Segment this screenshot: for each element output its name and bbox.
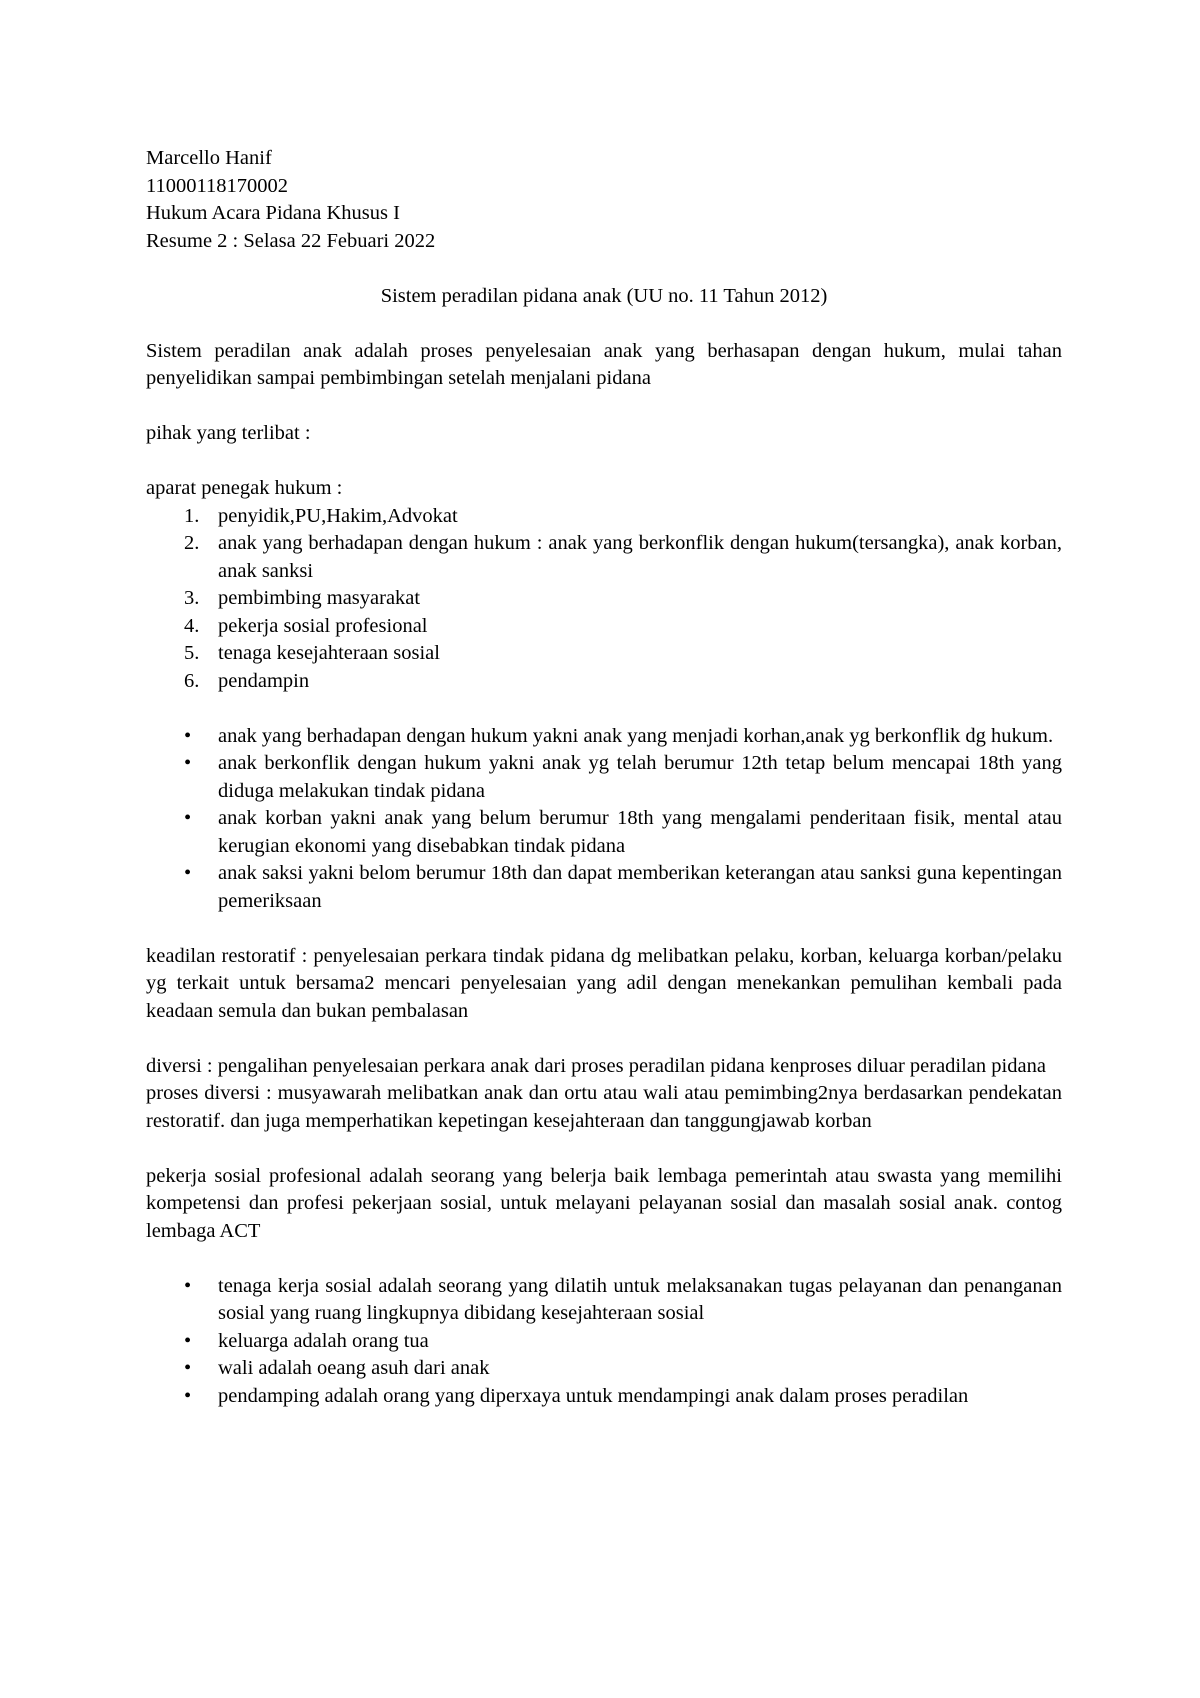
list-item-text: pembimbing masyarakat (218, 587, 421, 609)
list-item (146, 860, 1062, 915)
numbered-list (146, 503, 1062, 696)
list-item (146, 1355, 1062, 1383)
list-item-text: anak yang berhadapan dengan hukum : anak yang berkonflik dengan hukum(tersangka), anak korban, anak sanksi (218, 532, 1062, 582)
list-item-text: pekerja sosial profesional (218, 614, 428, 637)
restoratif-paragraph: keadilan restoratif : penyelesaian perkara tindak pidana dg melibatkan pelaku, korban, keluarga korban/pelaku yg terkait untuk bersama2 mencari penyelesaian yang adil dengan menekankan pemulihan kembali pada keadaan semula dan bukan pembalasan (146, 944, 1062, 1022)
spacer (146, 448, 1062, 476)
pekerja-paragraph: pekerja sosial profesional adalah seorang yang belerja baik lembaga pemerintah atau swasta yang memilihi kompetensi dan profesi pekerjaan sosial, untuk melayani pelayanan sosial dan masalah sosial anak. contog lembaga ACT (146, 1164, 1062, 1242)
bullet-icon: • (184, 1329, 192, 1352)
document-title: Sistem peradilan pidana anak (UU no. 11 Tahun 2012) (380, 284, 828, 307)
list-item-text: penyidik,PU,Hakim,Advokat (218, 504, 458, 527)
list-item-text: tenaga kerja sosial adalah seorang yang dilatih untuk melaksanakan tugas pelayanan dan penanganan sosial yang ruang lingkupnya dibidang kesejahteraan sosial (218, 1274, 1062, 1324)
list-item (146, 530, 1062, 585)
bullet-icon: • (184, 1384, 192, 1407)
bullet-icon: • (184, 752, 192, 774)
bullet-icon: • (184, 1357, 192, 1379)
bullet-icon: • (184, 724, 192, 747)
list-item-text: wali adalah oeang asuh dari anak (218, 1357, 490, 1379)
bullet-icon: • (184, 862, 192, 884)
list-number: 3. (184, 587, 200, 609)
list-item (146, 613, 1062, 641)
proses-diversi-paragraph: proses diversi : musyawarah melibatkan anak dan ortu atau wali atau pemimbing2nya berdasarkan pendekatan restoratif. dan juga memperhatikan kepetingan kesejahteraan dan tanggungjawab korban (146, 1082, 1062, 1132)
list-item-text: anak saksi yakni belom berumur 18th dan dapat memberikan keterangan atau sanksi guna kepentingan pemeriksaan (218, 862, 1062, 912)
spacer (146, 255, 1062, 283)
list-number: 1. (184, 504, 200, 527)
author-name: Marcello Hanif (146, 147, 272, 169)
header-block (146, 145, 1062, 255)
list-item-text: tenaga kesejahteraan sosial (218, 642, 440, 664)
bullet-list-definitions (146, 723, 1062, 916)
list-item (146, 1328, 1062, 1356)
aparat-label: aparat penegak hukum : (146, 477, 343, 499)
list-item (146, 750, 1062, 805)
list-item (146, 1273, 1062, 1328)
list-item-text: pendampin (218, 669, 310, 692)
student-id: 11000118170002 (146, 174, 288, 197)
list-item (146, 585, 1062, 613)
spacer (146, 1135, 1062, 1163)
spacer (146, 310, 1062, 338)
spacer (146, 1025, 1062, 1053)
course-name: Hukum Acara Pidana Khusus I (146, 202, 400, 224)
diversi-paragraph: diversi : pengalihan penyelesaian perkara anak dari proses peradilan pidana kenproses diluar peradilan pidana (146, 1054, 1046, 1077)
document-body (146, 145, 1062, 1410)
list-item-text: keluarga adalah orang tua (218, 1329, 429, 1352)
list-number: 4. (184, 614, 200, 637)
pihak-label: pihak yang terlibat : (146, 422, 311, 444)
bullet-list-roles (146, 1273, 1062, 1411)
list-item (146, 668, 1062, 696)
list-item (146, 805, 1062, 860)
list-item-text: pendamping adalah orang yang diperxaya untuk mendampingi anak dalam proses peradilan (218, 1384, 969, 1407)
list-item (146, 640, 1062, 668)
resume-date: Resume 2 : Selasa 22 Febuari 2022 (146, 229, 436, 252)
list-number: 6. (184, 669, 200, 692)
intro-paragraph: Sistem peradilan anak adalah proses penyelesaian anak yang berhasapan dengan hukum, mulai tahan penyelidikan sampai pembimbingan setelah menjalani pidana (146, 339, 1062, 389)
spacer (146, 695, 1062, 723)
spacer (146, 1245, 1062, 1273)
bullet-icon: • (184, 807, 192, 829)
list-item (146, 1383, 1062, 1411)
list-item-text: anak korban yakni anak yang belum berumur 18th yang mengalami penderitaan fisik, mental atau kerugian ekonomi yang disebabkan tindak pidana (218, 807, 1062, 857)
list-number: 5. (184, 642, 200, 664)
spacer (146, 393, 1062, 421)
spacer (146, 915, 1062, 943)
list-item (146, 503, 1062, 531)
bullet-icon: • (184, 1274, 192, 1297)
list-item-text: anak berkonflik dengan hukum yakni anak yg telah berumur 12th tetap belum mencapai 18th yang diduga melakukan tindak pidana (218, 752, 1062, 802)
list-item (146, 723, 1062, 751)
list-item-text: anak yang berhadapan dengan hukum yakni anak yang menjadi korhan,anak yg berkonflik dg hukum. (218, 724, 1054, 747)
list-number: 2. (184, 532, 200, 554)
